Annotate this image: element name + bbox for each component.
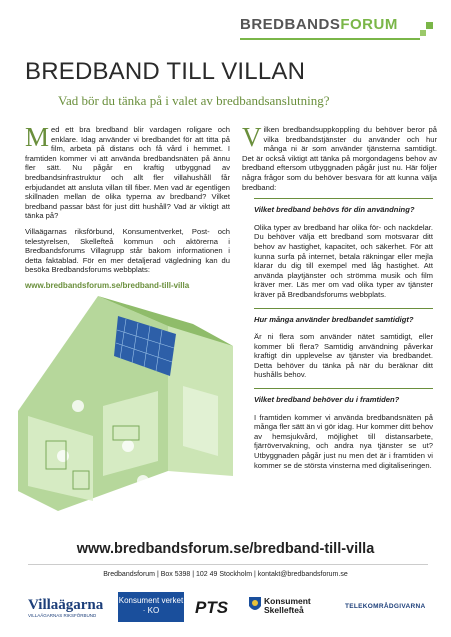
villaagarna-subtitle: VILLAÄGARNAS RIKSFÖRBUND: [28, 613, 97, 618]
footer-contact: Bredbandsforum | Box 5398 | 102 49 Stockholm | kontakt@bredbandsforum.se: [103, 571, 348, 578]
logo-square-small-icon: [420, 30, 426, 36]
page-subtitle: Vad bör du tänka på i valet av bredbandsanslutning?: [58, 93, 330, 108]
konsumentverket-logo: Konsument verket · KO: [118, 592, 184, 622]
bredbandsforum-logo: [240, 14, 440, 48]
crest-icon: [248, 596, 262, 614]
drop-cap-m: M: [25, 122, 50, 152]
question-2: Hur många använder bredbandet samtidigt?: [254, 314, 414, 324]
partners-paragraph: Villaägarnas riksförbund, Konsumentverket, Post- och telestyrelsen, Skellefteå kommun och aktörerna i Bredbandsforums Villagrupp står bakom informationen i detta faktablad. För en mer detaljerad vägledning kan du besöka Bredbandsforums webbplats:: [25, 226, 230, 275]
answer-3: I framtiden kommer vi använda bredbandsnäten på många fler sätt än vi gör idag. Hur kommer ditt behov av hemsjukvård, möjlighet till distansarbete, fjärrövervakning, och andra nya tjänster se ut? Utbyggnaden pågår just nu men det är i framtiden vi kommer se de största vinsterna med digitaliseringen.: [254, 412, 433, 470]
skelleftea-line1: Konsument: [264, 596, 311, 606]
answer-1: Olika typer av bredband har olika för- och nackdelar. Du behöver välja ett bredband som motsvarar ditt behov av hastighet, kapacitet, och säkerhet. För att kunna surfa på internet, betala räkningar eller mejla klarar du dig till exempel med låg hastighet. Att använda playtjänster och strömma musik och film kräver mer. Läs mer om vad olika typer av tjänster kräver på Bredbandsforums webbplats.: [254, 222, 433, 299]
wifi-icon: [137, 475, 149, 487]
drop-cap-v: V: [242, 122, 262, 152]
footer-url[interactable]: www.bredbandsforum.se/bredband-till-villa: [76, 541, 375, 557]
house-illustration: [18, 286, 248, 516]
villaagarna-logo: [28, 598, 103, 619]
konsument-skelleftea-logo: [248, 596, 311, 619]
answer-2: Är ni flera som använder nätet samtidigt, eller kommer bli flera? Samtidig användning påverkar kraftigt din upplevelse av tjänster via bredbandet. Detta behöver du tänka på när du beräknar ditt hushålls behov.: [254, 332, 433, 380]
logo-square-icon: [426, 22, 433, 29]
logo-text: [240, 16, 398, 33]
divider: [254, 388, 433, 389]
page-title: BREDBAND TILL VILLAN: [25, 58, 306, 85]
logo-underline: [240, 38, 420, 40]
skelleftea-text: [264, 597, 311, 615]
left-column: [25, 122, 230, 291]
telekomradgivarna-logo: TELEKOMRÅDGIVARNA: [345, 603, 426, 610]
right-intro-paragraph: [242, 122, 437, 192]
divider: [254, 308, 433, 309]
bredband-till-villa-link[interactable]: www.bredbandsforum.se/bredband-till-villa: [25, 280, 190, 290]
wifi-icon: [57, 450, 69, 462]
question-3: Vilket bredband behöver du i framtiden?: [254, 395, 400, 405]
logo-part2: FORUM: [340, 16, 398, 33]
wifi-icon: [122, 440, 134, 452]
window: [183, 386, 218, 456]
villaagarna-name: Villaägarna: [28, 597, 104, 613]
pts-logo: PTS: [195, 598, 229, 617]
question-1: Vilket bredband behövs för din användning?: [254, 205, 415, 215]
right-intro-text: ilken bredbandsuppkoppling du behöver beror på vilka bredbandstjänster du använder och hur många ni är som använder tjänsterna samtidigt. Det är också viktigt att tänka på morgondagens behov av bredband eftersom utbyggnaden pågår just nu. Här följer några frågor som du behöver besvara för att kunna välja bredband:: [242, 125, 437, 192]
questions-box: [254, 198, 433, 470]
right-column: [242, 122, 437, 478]
left-intro-paragraph: [25, 122, 230, 221]
room-lower-right: [103, 391, 158, 476]
wifi-icon: [72, 400, 84, 412]
footer-divider: [28, 564, 428, 565]
skelleftea-line2: Skellefteå: [264, 605, 304, 615]
divider: [254, 198, 433, 199]
left-intro-text: ed ett bra bredband blir vardagen roligare och enklare. Idag använder vi bredbandet för att titta på film, arbeta på distans och få vård i hemmet. I framtiden kommer vi att använda bredbandsnäten på ännu fler sätt. Nu pågår en kraftig utbyggnad av bredbandsinfrastruktur och allt fler villahushåll får erbjudandet att ansluta villan till fiber. Men vad är egentligen skillnaden mellan de olika typerna av bredband? Vilket bredband passar bäst för just ditt hushåll? Vad är viktigt att tänka på?: [25, 125, 230, 221]
logo-part1: BREDBANDS: [240, 16, 341, 33]
